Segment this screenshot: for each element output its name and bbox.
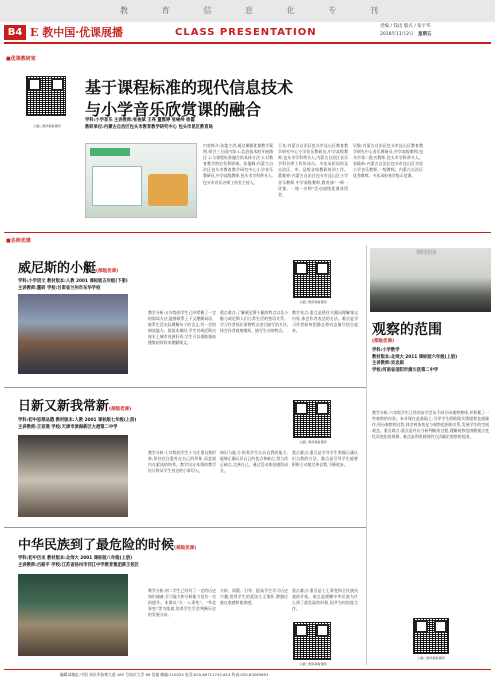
qr-code: [293, 400, 331, 438]
lesson-meta: [18, 418, 136, 431]
article-column: 吴敏:内蒙古自治区包头市昆山区教育教学研究中心音乐教研员,中学高级教师,包头市第二批名教师,包头市学科带头人。张峻岭:内蒙古自治区包头市昆山区实验小学音乐教师,一级教师。内蒙古自治区优秀教师。多次承担省市级示范课。: [353, 143, 423, 179]
qr-code: [293, 260, 331, 298]
title-line: 与小学音乐欣赏课的融合: [85, 100, 262, 119]
screenshot-banner: [90, 148, 130, 156]
qr-caption: 扫描二维码观看课例: [417, 656, 445, 660]
lesson-title: [18, 260, 118, 279]
lesson-column: 教学分析:初二学生已经有了一定的历史知识储备,学习能力和分析能力也有一定的提升。本课以“九一八事变”、“华北事变”等为线索,培养学生学会判断历史的发展方向。: [148, 588, 216, 618]
lesson-tag: (部级优课): [174, 546, 197, 551]
lesson-column: 教学分析:六年级学生已经初步学会从不同方向观察物体,并积累了一些观察的经验。本节课在此基础上,引导学生借助现实情境和直观操作,经历观察的过程,体会视角变化与观察范围的关系,发展学生的空间观念。重点难点:重点是经历分析判断的过程,理解观察范围随视点变化而变化的规律。难点是利用画图的方法确定观察的范围。: [372, 410, 489, 440]
masthead-char: 化: [286, 6, 297, 15]
meta-line: 主讲教师:吴忠娟: [372, 361, 404, 367]
lesson-meta: [18, 279, 128, 292]
lesson-rule: [4, 527, 366, 528]
qr-caption: 扫描二维码观看课例: [299, 662, 327, 666]
blackboard-text: 观的范围: [416, 250, 437, 256]
lesson-meta: [372, 348, 490, 374]
lesson-title: [18, 537, 196, 556]
lesson-photo: [18, 435, 128, 517]
masthead-char: 育: [161, 6, 172, 15]
meta-line: 学科:初中历史 教材版本:北师大 2001 课标版八年级(上册): [18, 556, 133, 561]
article-column: 内容简介:张俊主讲,通过课题优课教学案例,探讨三方面内容:1.信息技术的开展路径 2.与课程标准融合的具体方法 3.对教育教学的启发和影响。张俊峰:内蒙古自治区包头市教育教学研究中心小学音乐教研员,中学高级教师,包头市学科带头人,包头市音乐名师工作室主持人。: [203, 143, 273, 185]
lesson-column: 教学亮点:重点是抓住关键词理解课文内容,体会作者表达的方法。难点是学习作者如何把静态和动态描写结合起来。: [292, 310, 358, 334]
meta-line: 主讲教师:吕路平 学校:江苏省扬州市邗江中学教育集团蒋王校区: [18, 562, 139, 568]
masthead-char: 刊: [369, 6, 380, 15]
meta-line: 学科:小学音乐 主讲教师:张俊斌 王亮 董雅婷 张峻岭 杨霞: [85, 118, 195, 123]
qr-code: [413, 618, 449, 654]
teacher-photo: [370, 248, 491, 312]
lesson-screenshot: [85, 143, 197, 218]
lesson-tag: (部级优课): [372, 339, 395, 344]
masthead-char: 专: [328, 6, 339, 15]
meta-line: 主讲教师:董研 学校:甘肃省兰州市东华学校: [18, 285, 101, 291]
lesson-meta: [18, 556, 139, 569]
screenshot-panel: [92, 166, 142, 206]
footer-rule: [4, 669, 491, 670]
lesson-photo: [18, 574, 128, 656]
lesson-column: 分析、质疑、引导、提高学生学习历史兴趣,培养学生的爱国主义情怀,增强民族自豪感和使命感。: [220, 588, 288, 606]
article-title: [85, 77, 293, 121]
lesson-column: 重点难点:重点是引导学生掌握正确认识自我的方法。难点是引导学生能够积极主动地完善自我,不断进步。: [292, 450, 358, 468]
credits: 责编 / 钱迅 版式 / 张宇华: [380, 24, 431, 29]
column-divider: [366, 245, 367, 665]
lesson-tag: (部级优课): [109, 407, 132, 412]
footer-info: 编辑部地址:中国 南京市仙林大道 163 号南京大学 69 信箱 邮编:210023 电话:025-89711743-614 传真:025-83265891: [60, 672, 269, 677]
meta-line: 教材版本:北师大 2011 课标版六年级(上册): [372, 354, 458, 360]
lesson-column: 重点难点:重点是七七事变和全民族抗战的开始。难点是理解中华民族为什么到了最危险的时候,国共为何再度合作。: [292, 588, 358, 612]
qr-code: [293, 622, 331, 660]
masthead-char: 教: [120, 6, 130, 15]
masthead-char: 息: [244, 6, 255, 15]
meta-line: 主讲教师:王家燕 学校:天津市滨海新区大港第二中学: [18, 424, 118, 430]
section-en: CLASS PRESENTATION: [175, 27, 317, 38]
qr-caption: 扫描二维码观看课例: [33, 124, 61, 128]
lesson-title-text: 中华民族到了最危险的时候: [18, 538, 175, 553]
qr-caption: 扫描二维码观看课例: [299, 440, 327, 444]
lesson-title: 观察的范围: [372, 322, 442, 338]
title-line: 基于课程标准的现代信息技术: [85, 78, 294, 97]
masthead-char: 信: [203, 6, 214, 15]
date: 2018年11月2日: [380, 32, 414, 37]
lesson-column: 教学分析:七年级的学生十分注重自我形象,但往往注重外在自己的形象,而忽视内在素质的培养。教学设计本课的教学设计将从学生身边的小事切入。: [148, 450, 216, 474]
weekday: 星期五: [417, 32, 432, 37]
issue-date: [380, 32, 431, 39]
masthead-chars: [120, 5, 380, 17]
lesson-title: [18, 398, 131, 417]
lesson-title-text: 威尼斯的小艇: [18, 261, 97, 276]
section-rule: [4, 232, 491, 233]
meta-line: 学科:初中思想品德 教材版本:人教 2001 课标版七年级(上册): [18, 418, 137, 423]
meta-line: 学校:河南省信阳市潢川县第二中学: [372, 367, 439, 373]
lesson-column: 教学分析:五年级的学生已经掌握了一定的阅读方法,能够联系上下文理解词语、联系生活实际理解句子的含义,有一定的朗读能力。阅读本课时,学生对威尼斯这座水上城市充满好奇,学生可以借助课前搜集的资料来理解课文。: [148, 310, 216, 346]
article-meta: [85, 118, 213, 131]
section-label: ■名师优课: [6, 238, 31, 244]
lesson-tag: (部级优课): [96, 269, 119, 274]
article-column: 王亮:内蒙古自治区包头市昆山区教育教学研究中心小学音乐教研员,中学高级教师,包头市学科带头人,内蒙古自治区音乐学科名师工作坊成员。多次承担国培及自治区、市、县级各级教研培训工作。董雅婷:内蒙古自治区包头市昆山区小学音乐教师,中学高级教师,教育部“一师一优课、一课一名师”活动部级优课获得者。: [278, 143, 348, 197]
lesson-column: 重点难点:了解威尼斯小艇的特点以及小艇与威尼斯人们日常生活的密切关系。学习作者抓住事物特点进行描写的方法,体会作者观察细致、描写生动的特点。: [220, 310, 288, 334]
masthead-rule: [4, 42, 491, 44]
section-label: ■优课教研室: [6, 56, 36, 62]
qr-caption: 扫描二维码观看课例: [299, 300, 327, 304]
lesson-column: 知识与能力:培养学生认识自我的能力,能够正确认识自己的优点和缺点,努力改正缺点,完善自己。通过活动体验感悟成长。: [220, 450, 288, 474]
qr-code: [26, 76, 66, 116]
paper-name: E 教中国·优课展播: [30, 26, 124, 39]
meta-line: 学科:小学语文 教材版本:人教 2001 课标版五年级(下册): [18, 279, 128, 284]
lesson-title-text: 日新又新我常新: [18, 399, 110, 414]
lesson-photo: [18, 294, 128, 374]
lesson-rule: [4, 387, 366, 388]
meta-line: 学科:小学数学: [372, 348, 400, 353]
meta-line: 教研单位:内蒙古自治区包头市教育教学研究中心 包头市昆区教育局: [85, 124, 213, 130]
screenshot-figure: [148, 174, 188, 206]
page-number: B4: [4, 25, 26, 40]
